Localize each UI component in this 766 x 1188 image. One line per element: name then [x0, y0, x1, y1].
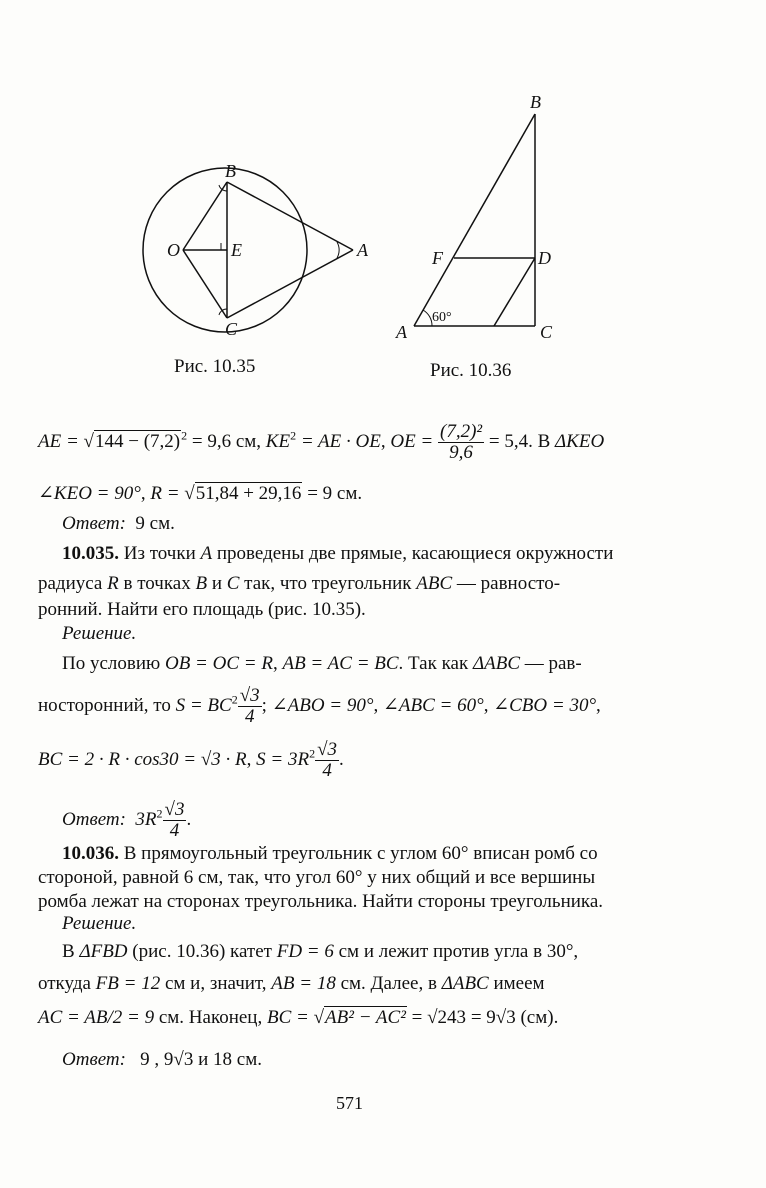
- label-B: B: [530, 92, 541, 112]
- solution-2-line-1: В ΔFBD (рис. 10.36) катет FD = 6 см и лежит против угла в 30°,: [62, 941, 579, 962]
- answer-3: Ответ: 9 , 9√3 и 18 см.: [62, 1049, 262, 1070]
- label-D: D: [538, 248, 551, 268]
- label-B: B: [225, 161, 236, 181]
- label-F: F: [432, 248, 443, 268]
- solution-line-2: ∠KEO = 90°, R = √51,84 + 29,16 = 9 см.: [38, 483, 363, 504]
- problem-10-036-line-1: 10.036. В прямоугольный треугольник с углом 60° вписан ромб со: [62, 843, 598, 864]
- triangle-rhombus-diagram: [390, 92, 580, 347]
- page-number: 571: [336, 1093, 363, 1113]
- solution-line-1: AE = $√144 - (7,2)^2 = 9,6$ см, $KE^2$ = AE · OE, OE = $\frac{\text{(7,2)²}}{9,6}$ = 5,4. В ΔKEO: [38, 421, 605, 463]
- caption-10-35: Рис. 10.35: [174, 356, 256, 377]
- figure-10-36: [390, 92, 580, 347]
- solution-1-line-1: По условию OB = OC = R, AB = AC = BC. Так как ΔABC — рав-: [62, 653, 582, 674]
- problem-10-035-line-3: ронний. Найти его площадь (рис. 10.35).: [38, 599, 366, 620]
- caption-10-36: Рис. 10.36: [430, 360, 512, 381]
- solution-1-line-2: носторонний, то $S = BC^2$ $\frac{√3}{4}$ ; ∠ABO = 90°, ∠ABC = 60°, ∠CBO = 30°,: [38, 685, 601, 727]
- solution-heading-1: Решение.: [62, 623, 137, 644]
- label-O: O: [167, 240, 180, 260]
- label-A: A: [396, 322, 407, 342]
- solution-heading-2: Решение.: [62, 913, 137, 934]
- label-C: C: [225, 319, 238, 339]
- problem-10-036-line-3: ромба лежат на сторонах треугольника. Найти стороны треугольника.: [38, 891, 604, 912]
- label-E: E: [231, 240, 242, 260]
- solution-2-line-3: AC = AB/2 = 9 см. Наконец, BC = √AB² − AC² = √243 = 9√3 (см).: [38, 1007, 559, 1028]
- label-C: C: [540, 322, 553, 342]
- problem-10-035-line-1: 10.035. Из точки A проведены две прямые, касающиеся окружности: [62, 543, 614, 564]
- solution-1-line-3: BC = 2 · R · cos30 = √3 · R, $S = 3R^2$ $\frac{√3}{4}$ .: [38, 739, 344, 781]
- circle-tangent-diagram: [95, 155, 385, 345]
- problem-10-035-line-2: радиуса R в точках B и C так, что треугольник ABC — равносто-: [38, 573, 561, 594]
- solution-2-line-2: откуда FB = 12 см и, значит, AB = 18 см. Далее, в ΔABC имеем: [38, 973, 545, 994]
- answer-1: Ответ: 9 см.: [62, 513, 175, 534]
- answer-2: Ответ: $3R^2$ $\frac{√3}{4}$ .: [62, 799, 192, 841]
- figure-10-35: [95, 155, 385, 345]
- label-angle-60: 60°: [432, 310, 452, 325]
- label-A: A: [357, 240, 368, 260]
- problem-10-036-line-2: стороной, равной 6 см, так, что угол 60° у них общий и все вершины: [38, 867, 596, 888]
